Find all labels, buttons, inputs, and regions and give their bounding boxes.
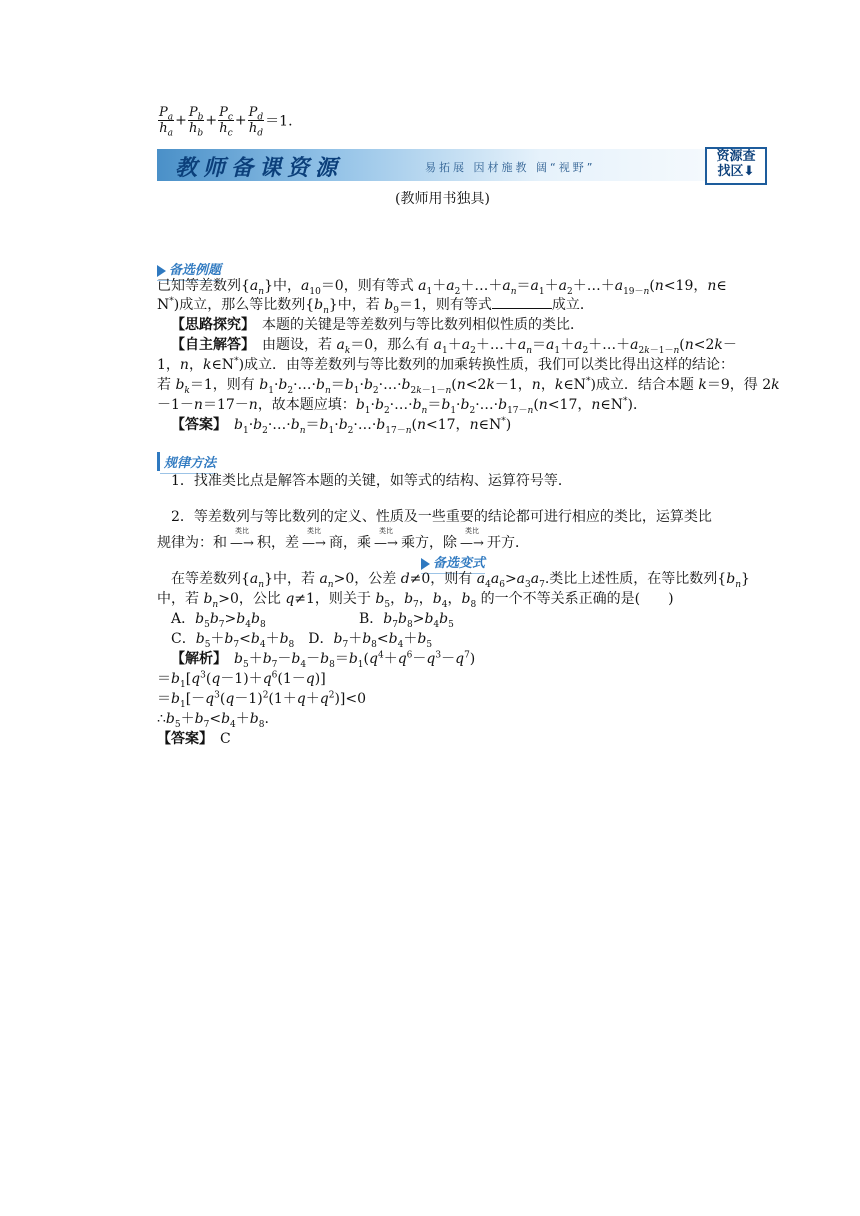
teacher-resource-banner xyxy=(157,145,767,183)
analysis-line-4: $\therefore b_5+b_7<b_4+b_8$. xyxy=(157,711,269,730)
option-a-b: A．$b_5b_7>b_4b_8$ B．$b_7b_8>b_4b_5$ xyxy=(171,611,454,630)
analogy-arrow: 类比 —→ xyxy=(230,527,254,551)
analogy-arrow: 类比 —→ xyxy=(302,527,326,551)
resource-search-box: 资源查 找区⬇ xyxy=(705,147,767,185)
method-line-3: 规律为：和 类比 —→ 积，差 类比 —→ 商，乘 类比 —→ 乘方，除 类比 —→ 开方． xyxy=(157,527,529,551)
banner-slogan: 易拓展 因材施教 阔“视野” xyxy=(425,161,596,174)
banner-title: 教师备课资源 xyxy=(175,156,344,181)
analysis-line-1: 【解析】 $b_5+b_7-b_4-b_8=b_1(q^4+q^6-q^3-q^7)$ xyxy=(171,650,476,670)
section-tag-example: 备选例题 xyxy=(157,259,221,278)
section-tag-method: 规律方法 xyxy=(157,452,216,471)
triangle-icon xyxy=(421,558,430,570)
teacher-note: (教师用书独具) xyxy=(395,191,490,207)
variant-line-2: 中，若 $b_n>0$，公比 q≠1，则关于 $b_5$，$b_7$，$b_4$，$b_8$ 的一个不等关系正确的是( ) xyxy=(157,591,674,610)
solve-line-2: 1，n，k∈N*)成立．由等差数列与等比数列的加乘转换性质，我们可以类比得出这样的结论： xyxy=(157,356,735,373)
example-answer-line: 【答案】 $b_1\cdot b_2\cdot\dots\cdot b_n=b_1\cdot b_2\cdot\dots\cdot b_{17-n}(n<17$，n∈N*) xyxy=(171,416,512,436)
solve-line-4: －1－n＝17－n，故本题应填：$b_1\cdot b_2\cdot\dots\cdot b_n=b_1\cdot b_2\cdot\dots\cdot b_{17-n}(n<17$，n∈N*)． xyxy=(157,396,647,416)
example-line-1: 已知等差数列$\{a_n\}$中，$a_{10}=0$，则有等式 $a_1+a_2+\dots+a_n=a_1+a_2+\dots+a_{19-n}(n<19$，n∈ xyxy=(157,278,727,297)
triangle-icon xyxy=(157,265,166,277)
fraction-a: $\frac{P_a}{h_a}$ xyxy=(159,105,174,139)
section-tag-variant: 备选变式 xyxy=(421,552,485,571)
fraction-c: $\frac{P_c}{h_c}$ xyxy=(219,105,233,139)
analogy-arrow: 类比 —→ xyxy=(374,527,398,551)
analysis-line-2: $=b_1[q^3(q-1)+q^6(1-q)]$ xyxy=(157,670,326,690)
method-line-1: 1．找准类比点是解答本题的关键，如等式的结构、运算符号等． xyxy=(171,473,572,489)
option-c-d: C．$b_5+b_7<b_4+b_8$ D．$b_7+b_8<b_4+b_5$ xyxy=(171,631,433,650)
variant-answer-line: 【答案】 C xyxy=(157,731,231,747)
solve-line-1: 【自主解答】 由题设，若 $a_k=0$，那么有 $a_1+a_2+\dots+a_n=a_1+a_2+\dots+a_{2k-1-n}(n<2k-$ xyxy=(171,337,737,356)
analogy-arrow: 类比 —→ xyxy=(460,527,484,551)
solve-line-3: 若 $b_k=1$，则有 $b_1\cdot b_2\cdot\dots\cdot b_n=b_1\cdot b_2\cdot\dots\cdot b_{2k-1-n}(n<2k-1$，n，k∈N*)成立．结合本题 k＝9，得 2k xyxy=(157,376,780,396)
top-formula: $\frac{P_a}{h_a}$ + $\frac{P_b}{h_b}$ + $\frac{P_c}{h_c}$ + $\frac{P_d}{h_d}$ ＝1. xyxy=(159,105,293,139)
fraction-d: $\frac{P_d}{h_d}$ xyxy=(248,105,264,139)
variant-line-1: 在等差数列$\{a_n\}$中，若 $a_n>0$，公差 d≠0，则有 $a_4a_6>a_3a_7$.类比上述性质，在等比数列$\{b_n\}$ xyxy=(171,571,750,590)
answer-blank xyxy=(492,296,552,309)
example-line-2: N*)成立，那么等比数列$\{b_n\}$中，若 $b_9=1$，则有等式 成立． xyxy=(157,296,594,316)
analysis-line-3: $=b_1[-q^3(q-1)^2(1+q+q^2)]<0$ xyxy=(157,690,367,710)
fraction-b: $\frac{P_b}{h_b}$ xyxy=(188,105,204,139)
think-line: 【思路探究】 本题的关键是等差数列与等比数列相似性质的类比． xyxy=(171,317,584,333)
method-line-2: 2．等差数列与等比数列的定义、性质及一些重要的结论都可进行相应的类比，运算类比 xyxy=(171,509,712,525)
